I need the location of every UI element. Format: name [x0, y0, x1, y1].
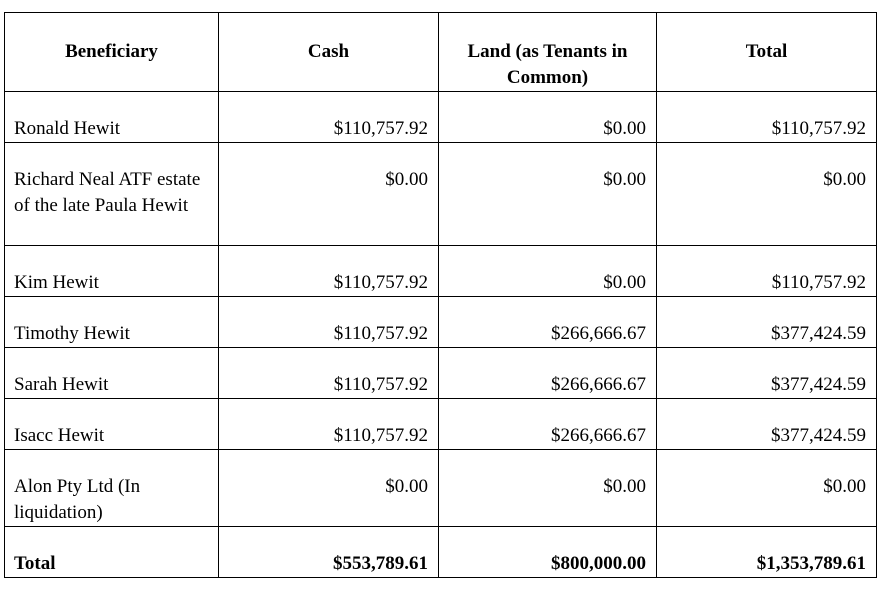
beneficiary-name: Richard Neal ATF estate of the late Paula Hewit	[5, 143, 219, 246]
table-row	[5, 348, 877, 399]
total-value: $377,424.59	[657, 297, 877, 348]
beneficiary-name: Alon Pty Ltd (In liquidation)	[5, 450, 219, 527]
table-row	[5, 450, 877, 527]
total-value: $110,757.92	[657, 246, 877, 297]
land-total: $800,000.00	[439, 527, 657, 578]
beneficiary-name: Timothy Hewit	[5, 297, 219, 348]
land-value: $266,666.67	[439, 348, 657, 399]
header-total: Total	[657, 13, 877, 92]
land-value: $0.00	[439, 246, 657, 297]
cash-value: $110,757.92	[219, 246, 439, 297]
land-value: $0.00	[439, 450, 657, 527]
land-value: $0.00	[439, 92, 657, 143]
table-row	[5, 399, 877, 450]
total-value: $0.00	[657, 143, 877, 246]
table-header-row	[5, 13, 877, 92]
header-cash: Cash	[219, 13, 439, 92]
grand-total: $1,353,789.61	[657, 527, 877, 578]
beneficiary-distribution-table	[4, 12, 877, 578]
land-value: $266,666.67	[439, 297, 657, 348]
total-value: $377,424.59	[657, 348, 877, 399]
table-row	[5, 246, 877, 297]
total-value: $110,757.92	[657, 92, 877, 143]
cash-value: $110,757.92	[219, 92, 439, 143]
table-row	[5, 92, 877, 143]
total-value: $377,424.59	[657, 399, 877, 450]
cash-value: $0.00	[219, 143, 439, 246]
cash-value: $0.00	[219, 450, 439, 527]
totals-label: Total	[5, 527, 219, 578]
land-value: $266,666.67	[439, 399, 657, 450]
table-row	[5, 297, 877, 348]
totals-row	[5, 527, 877, 578]
beneficiary-name: Isacc Hewit	[5, 399, 219, 450]
table-row	[5, 143, 877, 246]
beneficiary-name: Sarah Hewit	[5, 348, 219, 399]
cash-value: $110,757.92	[219, 348, 439, 399]
cash-value: $110,757.92	[219, 399, 439, 450]
cash-total: $553,789.61	[219, 527, 439, 578]
land-value: $0.00	[439, 143, 657, 246]
total-value: $0.00	[657, 450, 877, 527]
beneficiary-name: Ronald Hewit	[5, 92, 219, 143]
header-land: Land (as Tenants in Common)	[439, 13, 657, 92]
header-beneficiary: Beneficiary	[5, 13, 219, 92]
beneficiary-name: Kim Hewit	[5, 246, 219, 297]
cash-value: $110,757.92	[219, 297, 439, 348]
